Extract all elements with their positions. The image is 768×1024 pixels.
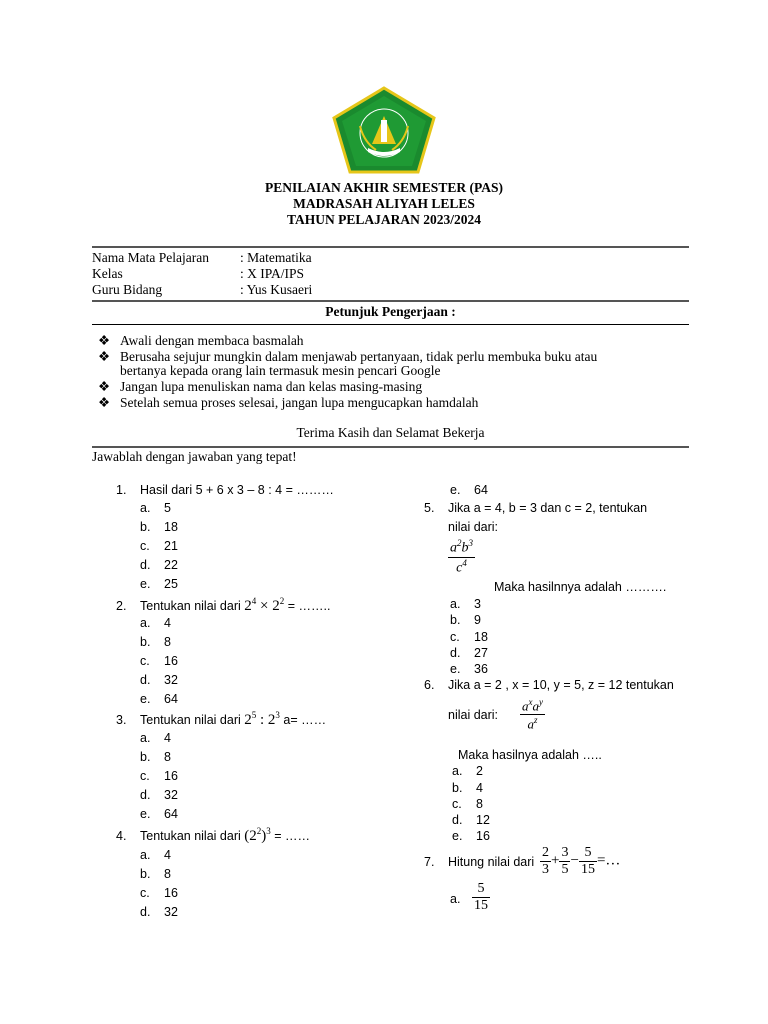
question-5: 5. Jika a = 4, b = 3 dan c = 2, tentukan — [424, 501, 648, 515]
option: a. 4 — [140, 616, 171, 630]
question-5-result: Maka hasilnnya adalah ………. — [494, 580, 667, 594]
info-teacher: Guru Bidang : Yus Kusaeri — [92, 282, 313, 297]
school-name: MADRASAH ALIYAH LELES — [293, 196, 475, 211]
exam-title: PENILAIAN AKHIR SEMESTER (PAS) — [265, 180, 503, 195]
option: e. 64 — [450, 483, 488, 497]
option: a. 4 — [140, 848, 171, 862]
option: e. 16 — [452, 829, 490, 843]
option: a. 5 — [140, 501, 171, 515]
option: c. 8 — [452, 797, 483, 811]
question-5-line2: nilai dari: — [448, 520, 499, 534]
option: c. 16 — [140, 654, 178, 668]
divider-info — [92, 300, 689, 302]
math-expression: $2^5$ : $2^3$ — [244, 710, 280, 728]
question-1: 1. Hasil dari 5 + 6 x 3 – 8 : 4 = ……… — [116, 483, 334, 497]
divider-top — [92, 246, 689, 248]
question-6: 6. Jika a = 2 , x = 10, y = 5, z = 12 tentukan — [424, 678, 674, 692]
option: d. 27 — [450, 646, 488, 660]
option: e. 25 — [140, 577, 178, 591]
option: c. 21 — [140, 539, 178, 553]
option: c. 16 — [140, 886, 178, 900]
diamond-bullet-icon: ❖ — [98, 349, 111, 364]
info-subject: Nama Mata Pelajaran : Matematika — [92, 250, 312, 265]
option: b. 4 — [452, 781, 483, 795]
diamond-bullet-icon: ❖ — [98, 379, 111, 394]
instruction-item: ❖ Setelah semua proses selesai, jangan lupa mengucapkan hamdalah — [98, 395, 479, 410]
diamond-bullet-icon: ❖ — [98, 333, 111, 348]
thanks-text: Terima Kasih dan Selamat Bekerja — [296, 425, 485, 440]
option: b. 8 — [140, 867, 171, 881]
instruction-item: ❖ Berusaha sejujur mungkin dalam menjawab pertanyaan, tidak perlu membuka buku atau — [98, 349, 598, 364]
option: b. 8 — [140, 635, 171, 649]
option: b. 8 — [140, 750, 171, 764]
question-3: 3. Tentukan nilai dari $2^5$ : $2^3$ a= …… — [116, 710, 327, 728]
instruction-item-continued: bertanya kepada orang lain termasuk mesin pencari Google — [120, 363, 441, 378]
option: d. 12 — [452, 813, 490, 827]
instruction-item: ❖ Jangan lupa menuliskan nama dan kelas masing-masing — [98, 379, 423, 394]
option: c. 18 — [450, 630, 488, 644]
kemenag-logo — [332, 86, 436, 174]
instructions-heading: Petunjuk Pengerjaan : — [325, 304, 456, 319]
question-6-line2: nilai dari: — [448, 708, 499, 722]
info-class: Kelas : X IPA/IPS — [92, 266, 305, 281]
answer-prompt: Jawablah dengan jawaban yang tepat! — [92, 449, 297, 464]
question-7: 7. Hitung nilai dari — [424, 855, 535, 869]
option: c. 16 — [140, 769, 178, 783]
option: a. 2 — [452, 764, 483, 778]
option: d. 32 — [140, 788, 178, 802]
question-2: 2. Tentukan nilai dari $2^4 \times 2^2$ = …….. — [116, 596, 331, 614]
math-fraction: $\frac{a^2b^3}{c^4}$ — [450, 538, 473, 576]
option: e. 64 — [140, 807, 178, 821]
instruction-item: ❖ Awali dengan membaca basmalah — [98, 333, 304, 348]
divider-bottom — [92, 446, 689, 448]
option: d. 32 — [140, 673, 178, 687]
academic-year: TAHUN PELAJARAN 2023/2024 — [286, 212, 481, 227]
math-expression: $2^4 \times 2^2$ — [244, 596, 285, 614]
question-4: 4. Tentukan nilai dari $(2^2)^3$ = …… — [116, 826, 311, 844]
math-fraction: $\frac{5}{15}$ — [474, 881, 488, 913]
option: a. — [450, 892, 461, 906]
option: a. 4 — [140, 731, 171, 745]
math-fraction: $a^xa^y$ $a^z$ — [522, 697, 543, 732]
math-expression: $\frac{2}{3}$ + $\frac{3}{5}$ − $\frac{5}{15}$ =… — [542, 845, 621, 877]
divider-instructions — [92, 324, 689, 325]
option: d. 22 — [140, 558, 178, 572]
option: e. 64 — [140, 692, 178, 706]
option: d. 32 — [140, 905, 178, 919]
option: b. 18 — [140, 520, 178, 534]
option: b. 9 — [450, 613, 481, 627]
math-expression: $(2^2)^3$ — [244, 826, 271, 844]
question-6-result: Maka hasilnya adalah ….. — [458, 748, 602, 762]
diamond-bullet-icon: ❖ — [98, 395, 111, 410]
option: a. 3 — [450, 597, 481, 611]
option: e. 36 — [450, 662, 488, 676]
